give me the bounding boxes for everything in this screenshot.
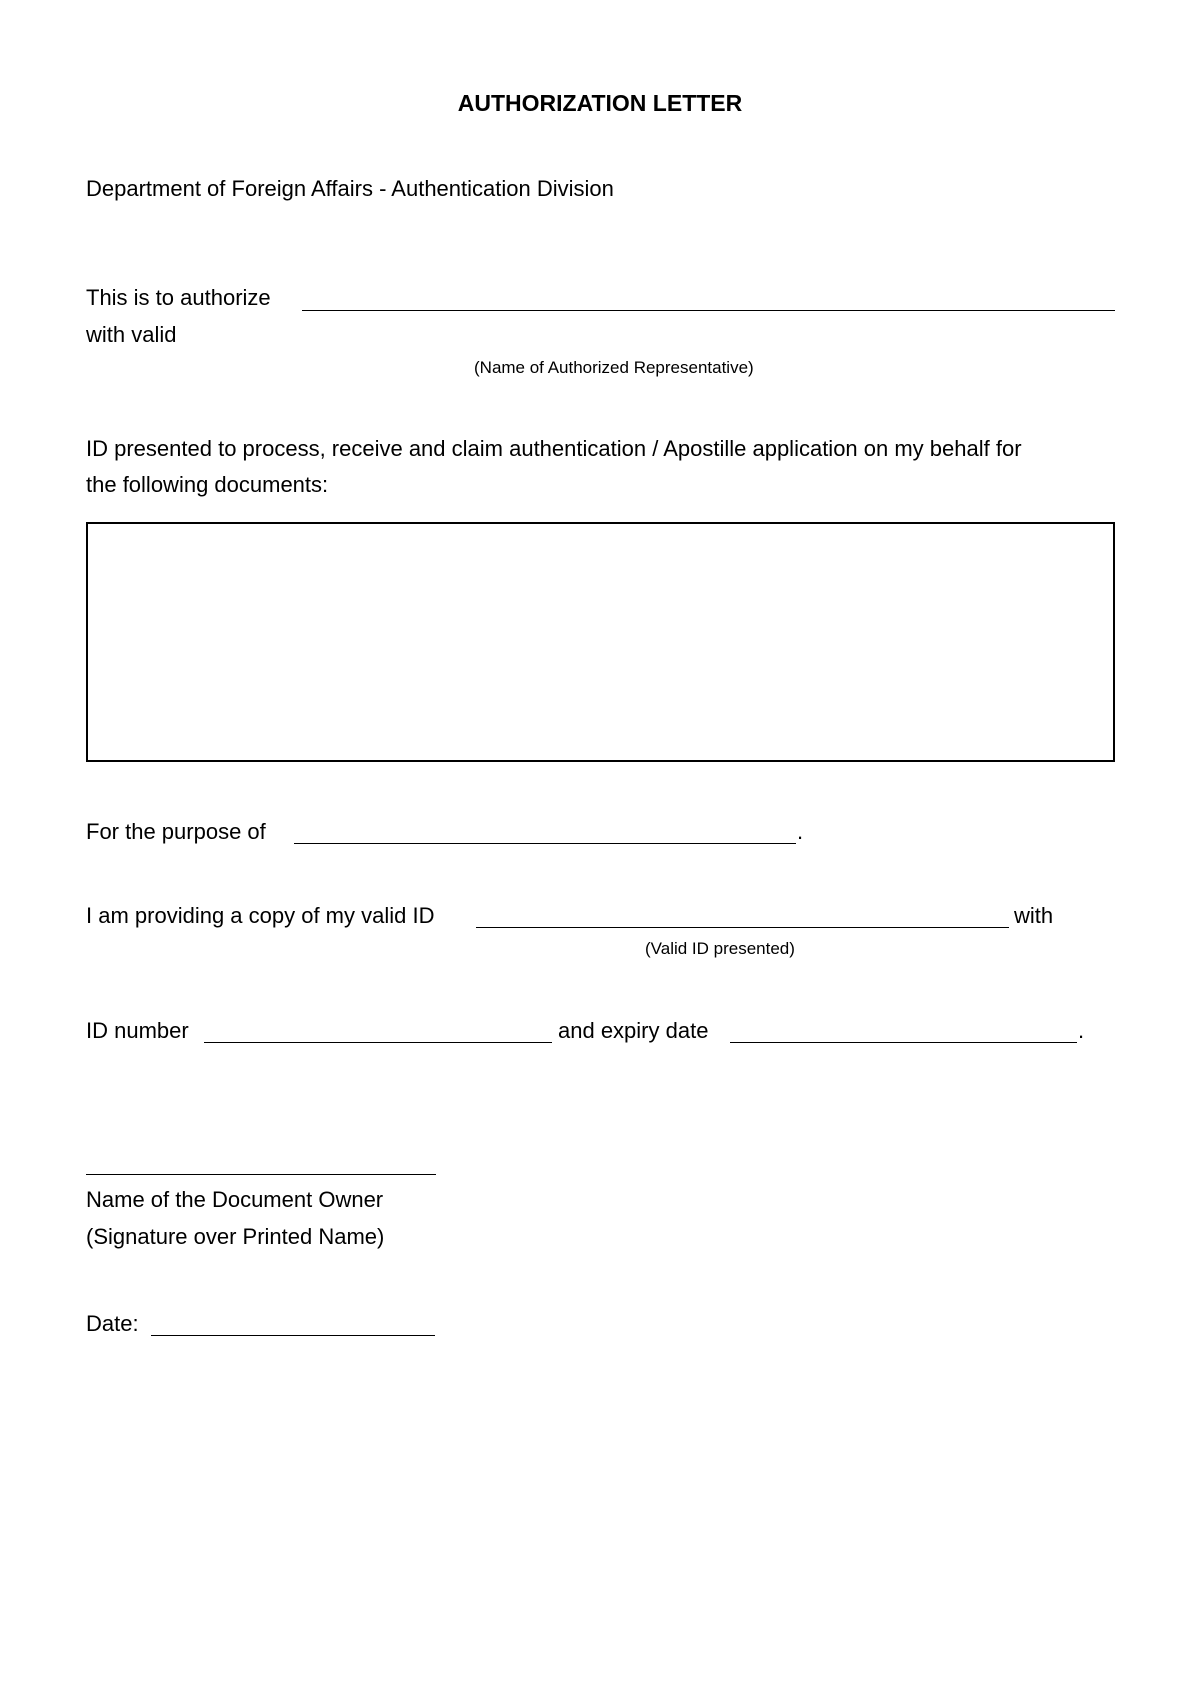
signature-line[interactable] <box>86 1174 436 1175</box>
id-number-line[interactable] <box>204 1042 552 1043</box>
id-statement-line-1: ID presented to process, receive and claim authentication / Apostille application on my behalf for <box>86 436 1022 461</box>
representative-name-caption: (Name of Authorized Representative) <box>474 358 754 377</box>
recipient-line: Department of Foreign Affairs - Authentication Division <box>86 176 614 201</box>
valid-id-trail-text: with <box>1014 903 1054 928</box>
authorize-continuation-text: with valid <box>86 322 177 347</box>
expiry-date-label: and expiry date <box>558 1018 709 1043</box>
date-label: Date: <box>86 1311 139 1336</box>
documents-list-box[interactable] <box>86 522 1115 762</box>
valid-id-caption: (Valid ID presented) <box>645 939 795 958</box>
authorize-lead-text: This is to authorize <box>86 285 271 310</box>
representative-name-line[interactable] <box>302 310 1115 311</box>
document-owner-name-label: Name of the Document Owner <box>86 1187 384 1212</box>
valid-id-lead-text: I am providing a copy of my valid ID <box>86 903 435 928</box>
id-statement-line-2: the following documents: <box>86 472 329 497</box>
purpose-period: . <box>797 819 804 844</box>
purpose-line[interactable] <box>294 843 796 844</box>
signature-over-printed-name-label: (Signature over Printed Name) <box>86 1224 385 1249</box>
letter-title: AUTHORIZATION LETTER <box>457 90 743 116</box>
purpose-lead-text: For the purpose of <box>86 819 266 844</box>
expiry-date-period: . <box>1078 1018 1085 1043</box>
date-line[interactable] <box>151 1335 435 1336</box>
valid-id-line[interactable] <box>476 927 1009 928</box>
id-number-label: ID number <box>86 1018 189 1043</box>
expiry-date-line[interactable] <box>730 1042 1077 1043</box>
